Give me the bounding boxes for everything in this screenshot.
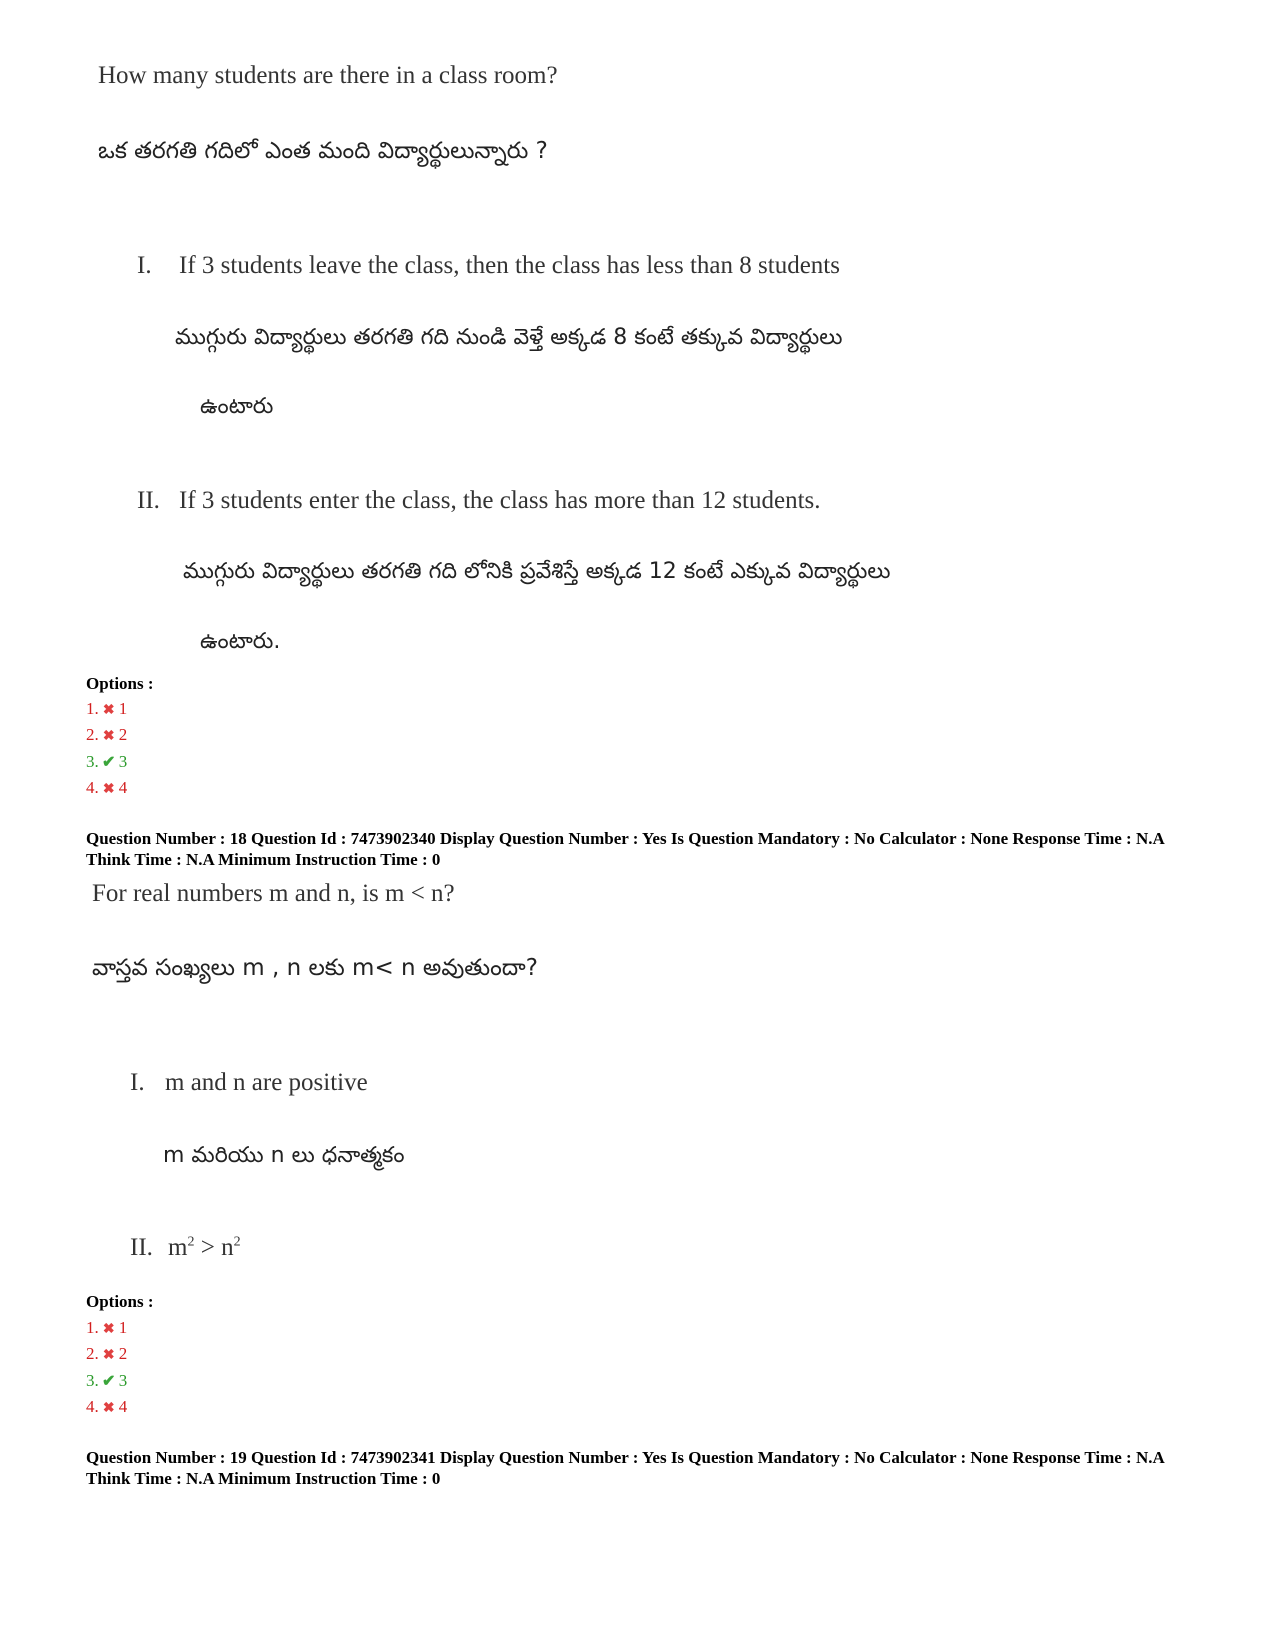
- q17-statement-1-te-line1: ముగ్గురు విద్యార్థులు తరగతి గది నుండి వెళ్తే అక్కడ 8 కంటే తక్కువ విద్యార్థులు: [175, 325, 843, 350]
- q17-option-4[interactable]: [86, 778, 127, 798]
- question-18-text-en: For real numbers m and n, is m < n?: [92, 880, 455, 907]
- q17-statement-2-en: [137, 487, 821, 515]
- option-number: 4.: [86, 1397, 99, 1416]
- option-value: 3: [118, 1371, 128, 1390]
- exponent: 2: [187, 1234, 195, 1250]
- question-17-text-te: ఒక తరగతి గదిలో ఎంత మంది విద్యార్థులున్నారు ?: [98, 138, 548, 164]
- statement-numeral: II.: [137, 487, 160, 514]
- option-number: 1.: [86, 699, 99, 718]
- statement-numeral: II.: [130, 1234, 153, 1261]
- statement-numeral: I.: [137, 252, 152, 279]
- option-value: 3: [118, 752, 128, 771]
- q17-option-3[interactable]: [86, 752, 127, 772]
- cross-icon: ✖: [102, 729, 115, 744]
- q18-statement-1-te: m మరియు n లు ధనాత్మకం: [163, 1143, 405, 1168]
- option-number: 2.: [86, 725, 99, 744]
- statement-text: m and n are positive: [165, 1069, 368, 1096]
- q17-statement-2-te-line1: ముగ్గురు విద్యార్థులు తరగతి గది లోనికి ప్రవేశిస్తే అక్కడ 12 కంటే ఎక్కువ విద్యార్థులు: [183, 559, 891, 584]
- option-number: 4.: [86, 778, 99, 797]
- cross-icon: ✖: [102, 1322, 115, 1337]
- expression-base-m: m: [168, 1234, 188, 1261]
- statement-text: If 3 students leave the class, then the class has less than 8 students: [179, 252, 840, 279]
- statement-text: If 3 students enter the class, the class has more than 12 students.: [179, 487, 821, 514]
- operator: >: [194, 1234, 222, 1261]
- q18-option-2[interactable]: [86, 1344, 127, 1364]
- option-value: 4: [118, 778, 128, 797]
- q17-statement-1-en: [137, 252, 840, 280]
- option-value: 1: [118, 1318, 128, 1337]
- q18-option-1[interactable]: [86, 1318, 127, 1338]
- option-number: 3.: [86, 752, 99, 771]
- question-18-meta: Question Number : 18 Question Id : 7473902340 Display Question Number : Yes Is Question Mandatory : No Calculator : None Response Time : N.A Think Time : N.A Minimum Instruction Time : 0: [86, 829, 1164, 869]
- option-number: 1.: [86, 1318, 99, 1337]
- q18-option-3[interactable]: [86, 1371, 127, 1391]
- q17-statement-2-te-line2: ఉంటారు.: [200, 629, 281, 654]
- statement-numeral: I.: [130, 1069, 145, 1096]
- option-value: 4: [118, 1397, 128, 1416]
- q18-option-4[interactable]: [86, 1397, 127, 1417]
- check-icon: ✔: [102, 1373, 116, 1390]
- question-19-meta: Question Number : 19 Question Id : 7473902341 Display Question Number : Yes Is Question Mandatory : No Calculator : None Response Time : N.A Think Time : N.A Minimum Instruction Time : 0: [86, 1448, 1164, 1488]
- option-value: 1: [118, 699, 128, 718]
- cross-icon: ✖: [102, 1401, 115, 1416]
- option-value: 2: [118, 725, 128, 744]
- cross-icon: ✖: [102, 1348, 115, 1363]
- cross-icon: ✖: [102, 703, 115, 718]
- q17-options-label: Options :: [86, 674, 154, 693]
- q18-options-label: Options :: [86, 1292, 154, 1311]
- question-18-text-te: వాస్తవ సంఖ్యలు m , n లకు m< n అవుతుందా?: [92, 955, 538, 981]
- cross-icon: ✖: [102, 782, 115, 797]
- q17-statement-1-te-line2: ఉంటారు: [200, 394, 274, 419]
- question-17-text-en: How many students are there in a class room?: [98, 62, 558, 89]
- expression-base-n: n: [221, 1234, 234, 1261]
- check-icon: ✔: [102, 754, 116, 771]
- option-value: 2: [118, 1344, 128, 1363]
- option-number: 3.: [86, 1371, 99, 1390]
- exponent: 2: [233, 1234, 241, 1250]
- q18-statement-2-en: [130, 1234, 241, 1262]
- option-number: 2.: [86, 1344, 99, 1363]
- q18-statement-1-en: [130, 1069, 368, 1097]
- q17-option-1[interactable]: [86, 699, 127, 719]
- q17-option-2[interactable]: [86, 725, 127, 745]
